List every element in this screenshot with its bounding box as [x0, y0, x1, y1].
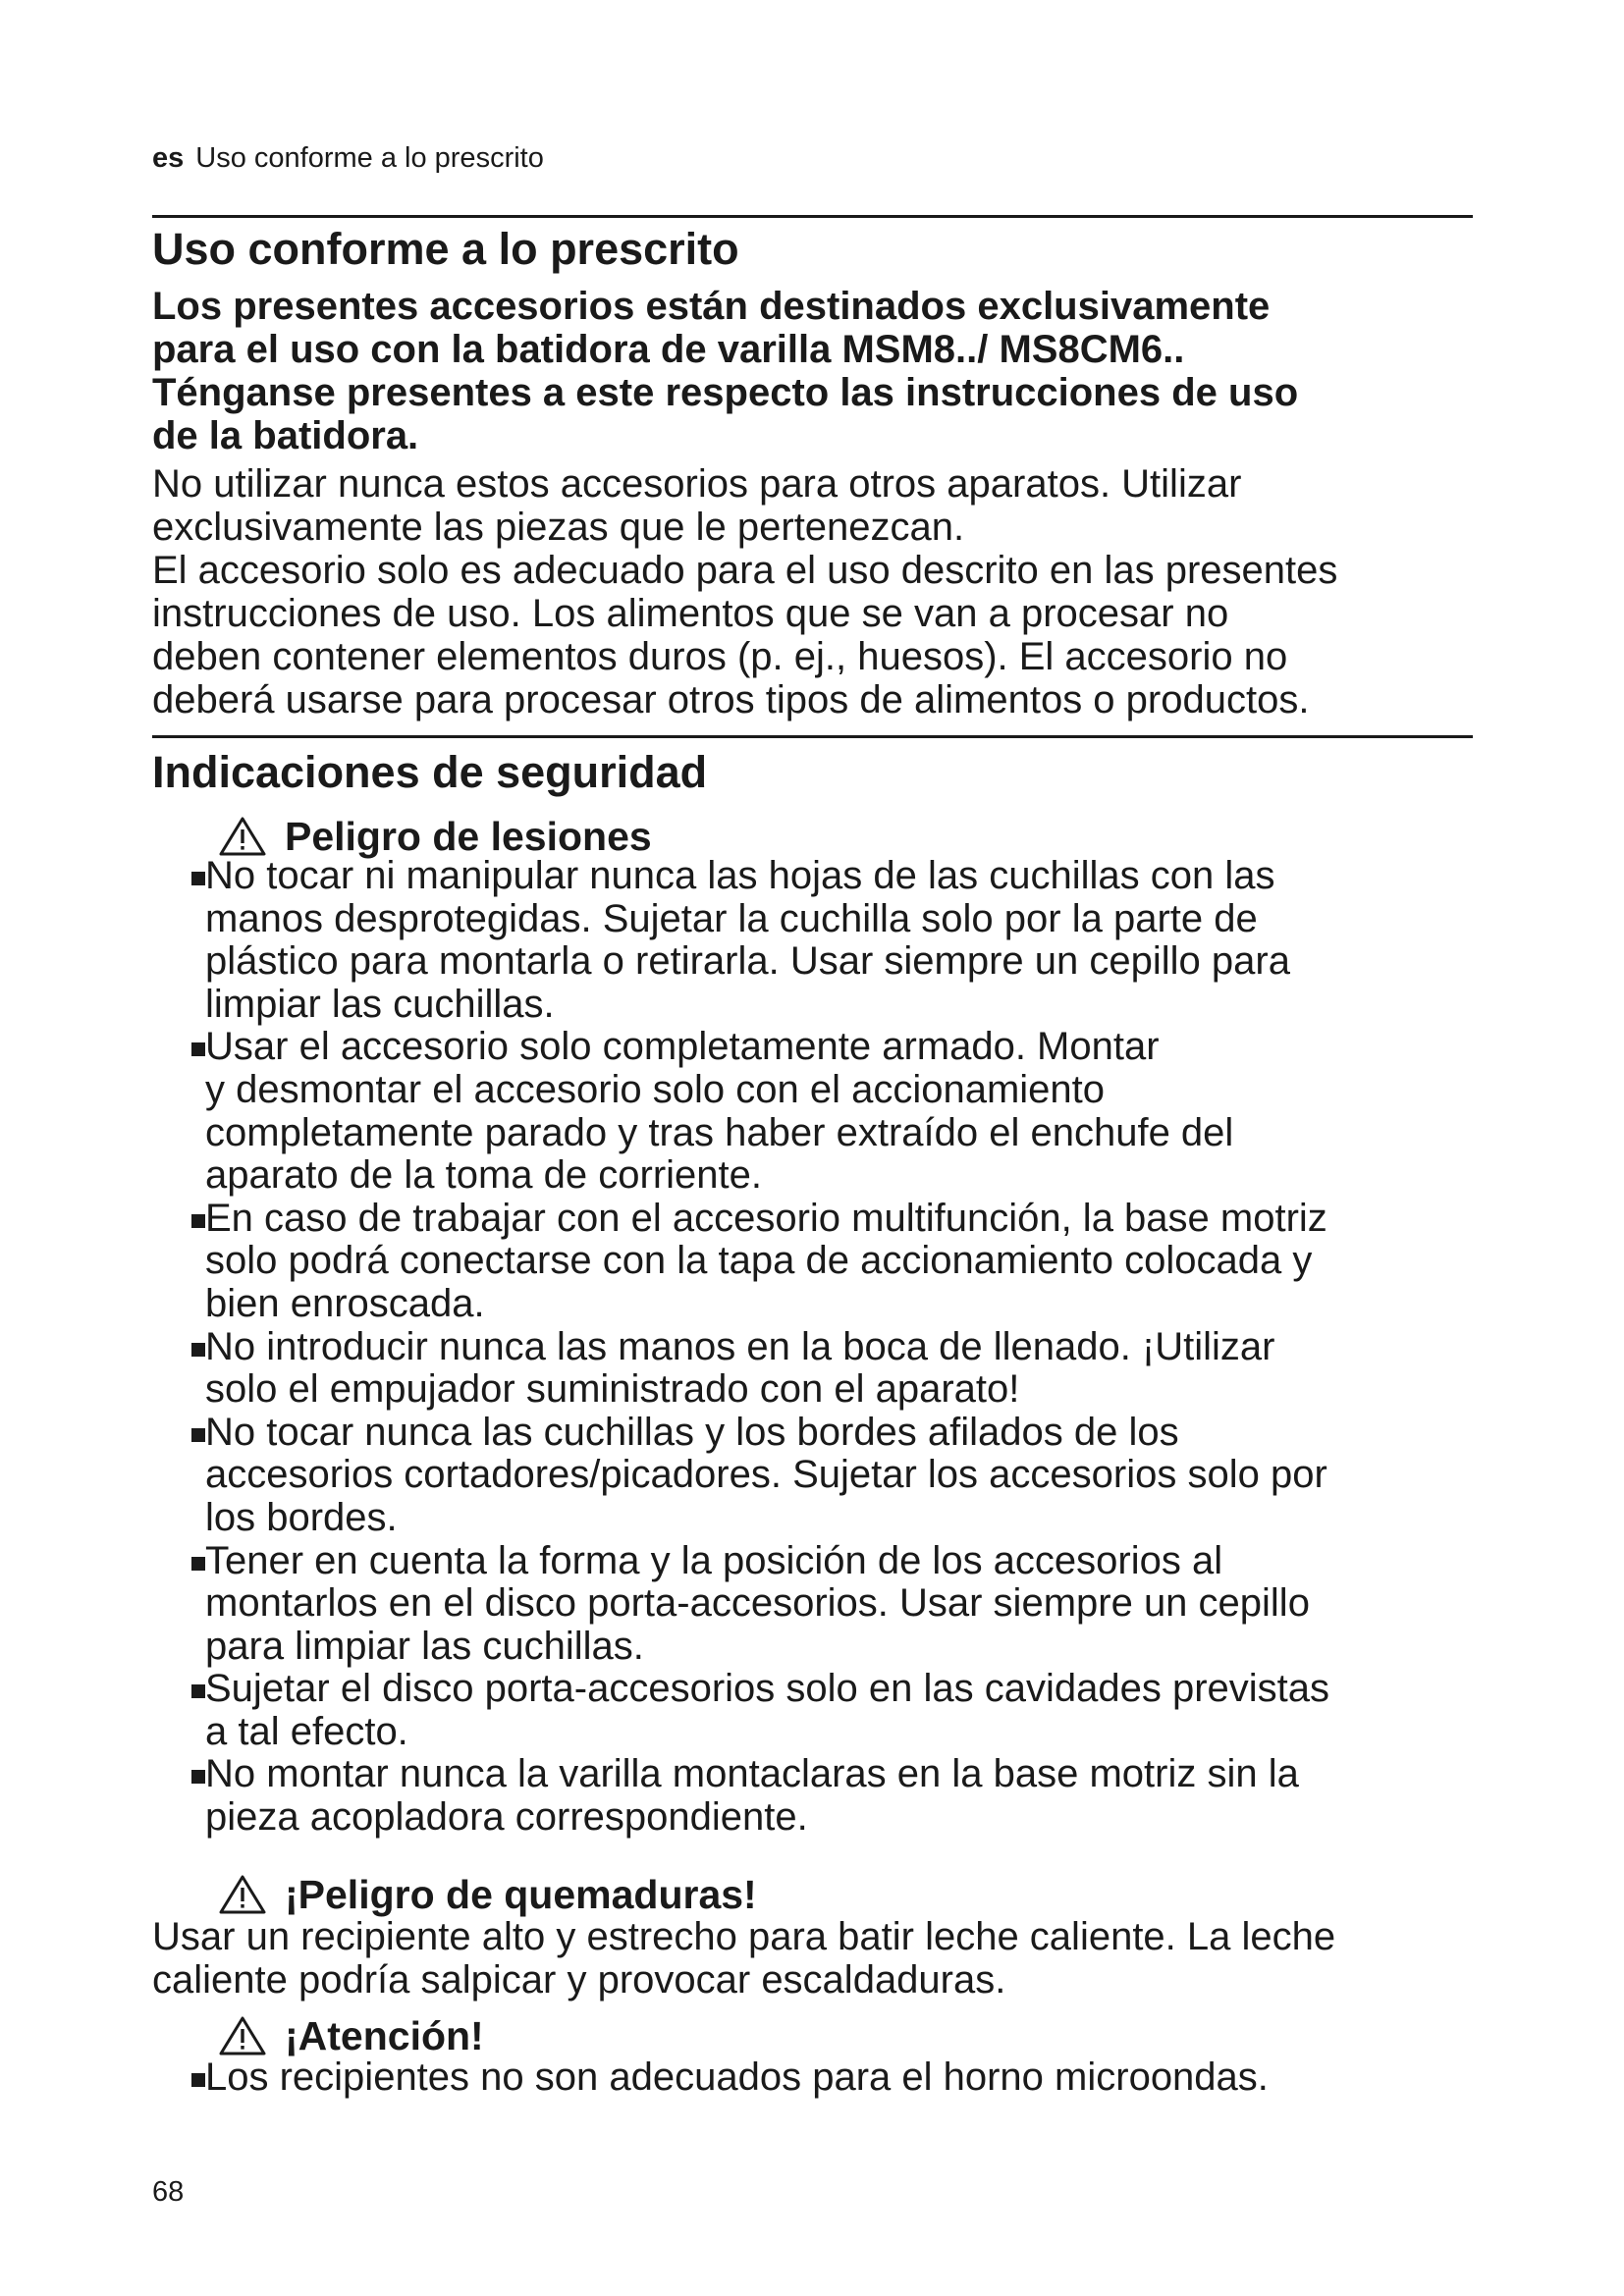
- paragraph-line: instrucciones de uso. Los alimentos que se van a procesar no: [152, 592, 1229, 635]
- intro-line: Los presentes accesorios están destinados exclusivamente: [152, 285, 1271, 328]
- bullet-square-icon: [191, 1428, 205, 1442]
- bullet-square-icon: [191, 1343, 205, 1357]
- bullet-line: para limpiar las cuchillas.: [205, 1624, 644, 1668]
- warning-triangle-icon: [218, 2015, 267, 2056]
- paragraph-line: exclusivamente las piezas que le pertenezcan.: [152, 506, 965, 549]
- bullet-line: No montar nunca la varilla montaclaras en la base motriz sin la: [205, 1752, 1299, 1796]
- bullet-line: montarlos en el disco porta-accesorios. Usar siempre un cepillo: [205, 1581, 1310, 1626]
- intro-bold-paragraph: [152, 285, 1488, 457]
- paragraph-line: caliente podría salpicar y provocar escaldaduras.: [152, 1958, 1006, 2002]
- paragraph-line: deberá usarse para procesar otros tipos de alimentos o productos.: [152, 678, 1310, 721]
- intro-line: Ténganse presentes a este respecto las instrucciones de uso: [152, 371, 1299, 414]
- running-header: [152, 141, 544, 175]
- bullet-line: No tocar nunca las cuchillas y los bordes afilados de los: [205, 1410, 1179, 1454]
- bullet-line: completamente parado y tras haber extraído el enchufe del: [205, 1110, 1234, 1154]
- bullet-line: plástico para montarla o retirarla. Usar siempre un cepillo para: [205, 939, 1290, 984]
- bullet-square-icon: [191, 1684, 205, 1698]
- list-item: [152, 1198, 1507, 1326]
- paragraph-line: El accesorio solo es adecuado para el uso descrito en las presentes: [152, 549, 1338, 592]
- section-heading-safety: Indicaciones de seguridad: [152, 747, 708, 797]
- warning-triangle-icon: [218, 816, 267, 857]
- warning-burn: [218, 1872, 757, 1917]
- bullet-line: Sujetar el disco porta-accesorios solo en las cavidades previstas: [205, 1667, 1330, 1711]
- intro-line: para el uso con la batidora de varilla MSM8../ MS8CM6..: [152, 328, 1185, 371]
- bullet-square-icon: [191, 1214, 205, 1228]
- bullet-line: limpiar las cuchillas.: [205, 982, 555, 1026]
- warning-triangle-icon: [218, 1874, 267, 1915]
- warning-injury-label: Peligro de lesiones: [285, 814, 652, 859]
- bullet-square-icon: [191, 2073, 205, 2087]
- list-item: [152, 1668, 1507, 1753]
- bullet-line: los bordes.: [205, 1495, 398, 1539]
- bullet-line: Usar el accesorio solo completamente armado. Montar: [205, 1025, 1160, 1069]
- section-divider: [152, 215, 1473, 218]
- paragraph-other-devices: [152, 462, 1507, 549]
- bullet-square-icon: [191, 1042, 205, 1056]
- bullet-line: No tocar ni manipular nunca las hojas de las cuchillas con las: [205, 854, 1275, 897]
- bullet-line: solo podrá conectarse con la tapa de accionamiento colocada y: [205, 1239, 1313, 1283]
- bullet-square-icon: [191, 1557, 205, 1571]
- bullet-line: pieza acopladora correspondiente.: [205, 1795, 808, 1840]
- list-item: [152, 1026, 1507, 1197]
- list-item: [152, 855, 1507, 1026]
- list-item: [152, 1753, 1507, 1839]
- bullet-line: y desmontar el accesorio solo con el accionamiento: [205, 1067, 1106, 1111]
- warning-burn-label: ¡Peligro de quemaduras!: [285, 1872, 757, 1917]
- paragraph-burn: [152, 1915, 1507, 2002]
- language-code: es: [152, 142, 185, 174]
- bullet-line: Tener en cuenta la forma y la posición de los accesorios al: [205, 1538, 1223, 1582]
- paragraph-line: deben contener elementos duros (p. ej., huesos). El accesorio no: [152, 635, 1288, 678]
- warning-attention-label: ¡Atención!: [285, 2013, 484, 2058]
- warning-attention: [218, 2013, 484, 2058]
- list-item: [152, 1540, 1507, 1669]
- bullet-square-icon: [191, 872, 205, 885]
- intro-line: de la batidora.: [152, 414, 419, 457]
- safety-bullet-list: [152, 855, 1507, 1840]
- bullet-line: a tal efecto.: [205, 1709, 408, 1753]
- paragraph-line: No utilizar nunca estos accesorios para otros aparatos. Utilizar: [152, 462, 1242, 506]
- list-item: [152, 2056, 1507, 2100]
- list-item: [152, 1412, 1507, 1540]
- bullet-line: solo el empujador suministrado con el aparato!: [205, 1367, 1020, 1412]
- bullet-line: aparato de la toma de corriente.: [205, 1153, 763, 1198]
- bullet-line: Los recipientes no son adecuados para el horno microondas.: [205, 2056, 1269, 2099]
- paragraph-intended-use: [152, 549, 1507, 721]
- attention-bullet-list: [152, 2056, 1507, 2100]
- list-item: [152, 1326, 1507, 1412]
- page-number: 68: [152, 2176, 185, 2208]
- bullet-line: En caso de trabajar con el accesorio multifunción, la base motriz: [205, 1196, 1327, 1240]
- bullet-line: No introducir nunca las manos en la boca de llenado. ¡Utilizar: [205, 1324, 1275, 1368]
- section-heading-intended-use: Uso conforme a lo prescrito: [152, 224, 739, 274]
- paragraph-line: Usar un recipiente alto y estrecho para batir leche caliente. La leche: [152, 1915, 1336, 1958]
- warning-injury: [218, 814, 652, 859]
- bullet-line: manos desprotegidas. Sujetar la cuchilla solo por la parte de: [205, 896, 1258, 940]
- bullet-square-icon: [191, 1770, 205, 1784]
- bullet-line: bien enroscada.: [205, 1281, 485, 1325]
- section-divider: [152, 735, 1473, 738]
- running-header-title: Uso conforme a lo prescrito: [195, 142, 544, 174]
- bullet-line: accesorios cortadores/picadores. Sujetar los accesorios solo por: [205, 1453, 1327, 1497]
